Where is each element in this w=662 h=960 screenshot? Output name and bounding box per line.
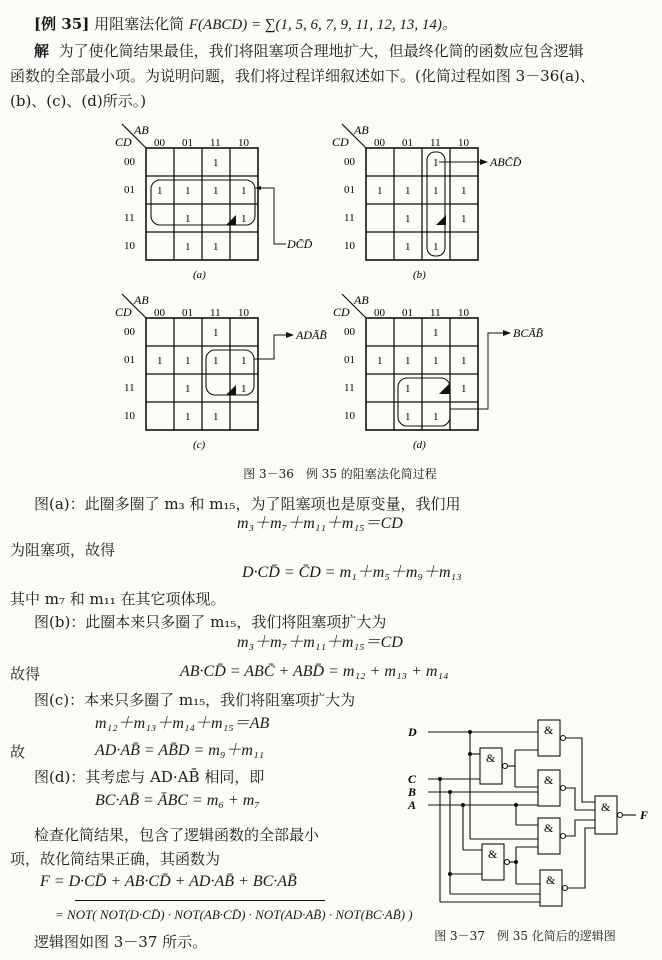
svg-text:10: 10 — [344, 410, 355, 422]
svg-text:1: 1 — [461, 383, 467, 395]
example-statement — [34, 14, 457, 35]
kmap-a — [110, 118, 330, 287]
eq-b-2: AB·CD̄ = ABC̄ + ABD̄ = m₁₂ + m₁₃ + m₁₄ — [180, 663, 449, 680]
svg-text:1: 1 — [433, 157, 439, 169]
example-label: [例 35] — [34, 15, 90, 33]
svg-text:11: 11 — [344, 382, 355, 394]
logic-diagram-figure — [400, 712, 662, 922]
input-a: A — [408, 798, 417, 812]
kmap-a-figure — [110, 118, 330, 283]
svg-text:10: 10 — [124, 410, 135, 422]
svg-text:1: 1 — [213, 411, 219, 423]
svg-text:1: 1 — [185, 383, 191, 395]
svg-text:01: 01 — [402, 307, 413, 319]
eq-a-1: m₃＋m₇＋m₁₁＋m₁₅＝CD — [237, 515, 403, 532]
text-c-gu: 故 — [10, 743, 26, 761]
svg-text:1: 1 — [241, 383, 247, 395]
kmap-a-label: DC̄D̄ — [287, 237, 313, 251]
svg-text:1: 1 — [461, 213, 467, 225]
solution-text-1: 为了使化简结果最佳，我们将阻塞项合理地扩大，但最终化简的函数应包含逻辑 — [58, 42, 584, 60]
svg-text:1: 1 — [241, 355, 247, 367]
svg-text:01: 01 — [182, 137, 193, 149]
kmap-b — [330, 118, 550, 287]
svg-text:00: 00 — [154, 137, 165, 149]
svg-text:1: 1 — [405, 185, 411, 197]
svg-text:00: 00 — [344, 156, 355, 168]
svg-text:1: 1 — [405, 411, 411, 423]
eq-f-1: F = D·CD̄ + AB·CD̄ + AD·AB̄ + BC·AB̄ — [40, 873, 297, 890]
svg-text:1: 1 — [157, 185, 163, 197]
eq-c-1: m₁₂＋m₁₃＋m₁₄＋m₁₅＝AB — [95, 715, 270, 732]
svg-text:1: 1 — [213, 157, 219, 169]
input-b: B — [408, 785, 417, 799]
svg-text:01: 01 — [124, 354, 135, 366]
svg-text:1: 1 — [185, 241, 191, 253]
text-c-intro: 图(c)：本来只多圈了 m₁₅，我们将阻塞项扩大为 — [34, 691, 356, 709]
svg-text:&: & — [488, 847, 498, 861]
svg-text:1: 1 — [185, 185, 191, 197]
solution-text-3: (b)、(c)、(d)所示。) — [10, 92, 147, 110]
kmap-d-caption: (d) — [413, 439, 426, 451]
svg-text:11: 11 — [210, 307, 221, 319]
eq-b-1: m₃＋m₇＋m₁₁＋m₁₅＝CD — [237, 634, 403, 651]
svg-text:10: 10 — [238, 137, 249, 149]
kmap-b-caption: (b) — [413, 269, 426, 281]
svg-text:AB: AB — [134, 293, 149, 307]
text-a-intro: 图(a)：此圈多圈了 m₃ 和 m₁₅，为了阻塞项也是原变量，我们用 — [34, 495, 461, 513]
svg-text:1: 1 — [405, 213, 411, 225]
kmap-a-caption: (a) — [193, 269, 206, 281]
svg-text:01: 01 — [124, 184, 135, 196]
kmap-d-figure — [333, 288, 563, 453]
solution-line-2 — [10, 66, 595, 86]
eq-f-2: = NOT( NOT(D·CD̄) · NOT(AB·CD̄) · NOT(AD·AB̄) · NOT(BC·AB̄) ) — [55, 907, 413, 922]
svg-text:1: 1 — [185, 355, 191, 367]
text-check-1: 检查化简结果，包含了逻辑函数的全部最小 — [34, 826, 320, 844]
text-d-intro: 图(d)：其考虑与 AD·AB̄ 相同，即 — [34, 768, 265, 786]
svg-text:1: 1 — [405, 383, 411, 395]
svg-text:&: & — [486, 751, 496, 765]
svg-text:1: 1 — [185, 213, 191, 225]
kmap-b-label: ABC̄D̄ — [490, 155, 522, 169]
kmap-d-label: BCĀB̄ — [513, 326, 543, 340]
text-a-mid: 为阻塞项，故得 — [10, 541, 116, 559]
text-b-gude: 故得 — [10, 665, 41, 683]
eq-c-2: AD·AB̄ = AB̄D = m₉＋m₁₁ — [95, 742, 265, 759]
svg-text:&: & — [544, 723, 554, 737]
svg-text:1: 1 — [461, 355, 467, 367]
kmap-c-caption: (c) — [193, 439, 206, 451]
eq-a-2: D·CD̄ = C̄D = m₁＋m₅＋m₉＋m₁₃ — [242, 564, 462, 581]
svg-text:1: 1 — [213, 355, 219, 367]
svg-text:&: & — [546, 873, 556, 887]
svg-text:1: 1 — [377, 355, 383, 367]
svg-text:11: 11 — [430, 137, 441, 149]
svg-text:&: & — [544, 821, 554, 835]
svg-text:1: 1 — [433, 241, 439, 253]
text-final: 逻辑图如图 3－37 所示。 — [34, 933, 208, 951]
figure-3-37-caption: 图 3－37 例 35 化简后的逻辑图 — [434, 929, 616, 943]
svg-text:CD: CD — [115, 305, 132, 319]
svg-text:1: 1 — [405, 355, 411, 367]
svg-text:1: 1 — [157, 355, 163, 367]
kmap-b-figure — [330, 118, 550, 283]
svg-text:00: 00 — [154, 307, 165, 319]
svg-text:00: 00 — [124, 156, 135, 168]
example-function: F(ABCD) = ∑(1, 5, 6, 7, 9, 11, 12, 13, 14)。 — [188, 17, 457, 33]
svg-text:1: 1 — [185, 411, 191, 423]
text-check-2: 项，故化简结果正确，其函数为 — [10, 850, 221, 868]
eq-d: BC·AB̄ = ĀBC = m₆ + m₇ — [95, 792, 260, 809]
svg-text:AB: AB — [354, 293, 369, 307]
svg-text:01: 01 — [344, 184, 355, 196]
text-b-intro: 图(b)：此圈本来只多圈了 m₁₅，我们将阻塞项扩大为 — [34, 613, 387, 631]
svg-text:10: 10 — [458, 307, 469, 319]
solution-text-2: 函数的全部最小项。为说明问题，我们将过程详细叙述如下。(化简过程如图 3－36(a)、 — [10, 67, 595, 85]
kmap-c-label: ADĀB̄ — [296, 328, 327, 342]
kmap-d — [333, 288, 563, 457]
eq-f-2-overbar — [75, 900, 325, 901]
col-header: AB — [134, 123, 149, 137]
svg-text:00: 00 — [374, 137, 385, 149]
svg-text:11: 11 — [210, 137, 221, 149]
figure-3-36-caption: 图 3－36 例 35 的阻塞法化简过程 — [243, 467, 437, 481]
svg-text:AB: AB — [354, 123, 369, 137]
svg-text:1: 1 — [213, 241, 219, 253]
svg-text:1: 1 — [461, 185, 467, 197]
svg-text:00: 00 — [124, 326, 135, 338]
svg-text:1: 1 — [213, 185, 219, 197]
text-a-note: 其中 m₇ 和 m₁₁ 在其它项体现。 — [10, 590, 226, 608]
svg-text:10: 10 — [238, 307, 249, 319]
input-d: D — [408, 725, 417, 739]
row-header: CD — [115, 135, 132, 149]
svg-text:CD: CD — [332, 135, 349, 149]
solution-line-1 — [34, 41, 584, 61]
svg-text:00: 00 — [374, 307, 385, 319]
kmap-c-figure — [110, 288, 340, 453]
svg-text:1: 1 — [377, 185, 383, 197]
svg-text:11: 11 — [430, 307, 441, 319]
example-title: 用阻塞法化简 — [94, 15, 185, 33]
svg-text:10: 10 — [124, 240, 135, 252]
svg-text:10: 10 — [458, 137, 469, 149]
svg-text:1: 1 — [433, 327, 439, 339]
output-f: F — [640, 808, 649, 822]
svg-text:1: 1 — [405, 241, 411, 253]
logic-diagram — [400, 712, 662, 926]
svg-text:1: 1 — [213, 327, 219, 339]
svg-text:11: 11 — [344, 212, 355, 224]
svg-text:&: & — [544, 773, 554, 787]
svg-text:1: 1 — [433, 185, 439, 197]
svg-text:1: 1 — [433, 411, 439, 423]
input-c: C — [408, 772, 417, 786]
svg-text:11: 11 — [124, 212, 135, 224]
svg-text:&: & — [601, 800, 611, 814]
solution-line-3 — [10, 91, 146, 111]
svg-text:00: 00 — [344, 326, 355, 338]
solution-label: 解 — [34, 42, 50, 60]
svg-text:01: 01 — [344, 354, 355, 366]
svg-text:10: 10 — [344, 240, 355, 252]
kmap-c — [110, 288, 340, 457]
svg-text:CD: CD — [333, 305, 350, 319]
svg-text:11: 11 — [124, 382, 135, 394]
svg-text:01: 01 — [182, 307, 193, 319]
svg-text:1: 1 — [241, 185, 247, 197]
svg-text:1: 1 — [433, 355, 439, 367]
svg-text:01: 01 — [402, 137, 413, 149]
svg-text:1: 1 — [241, 213, 247, 225]
